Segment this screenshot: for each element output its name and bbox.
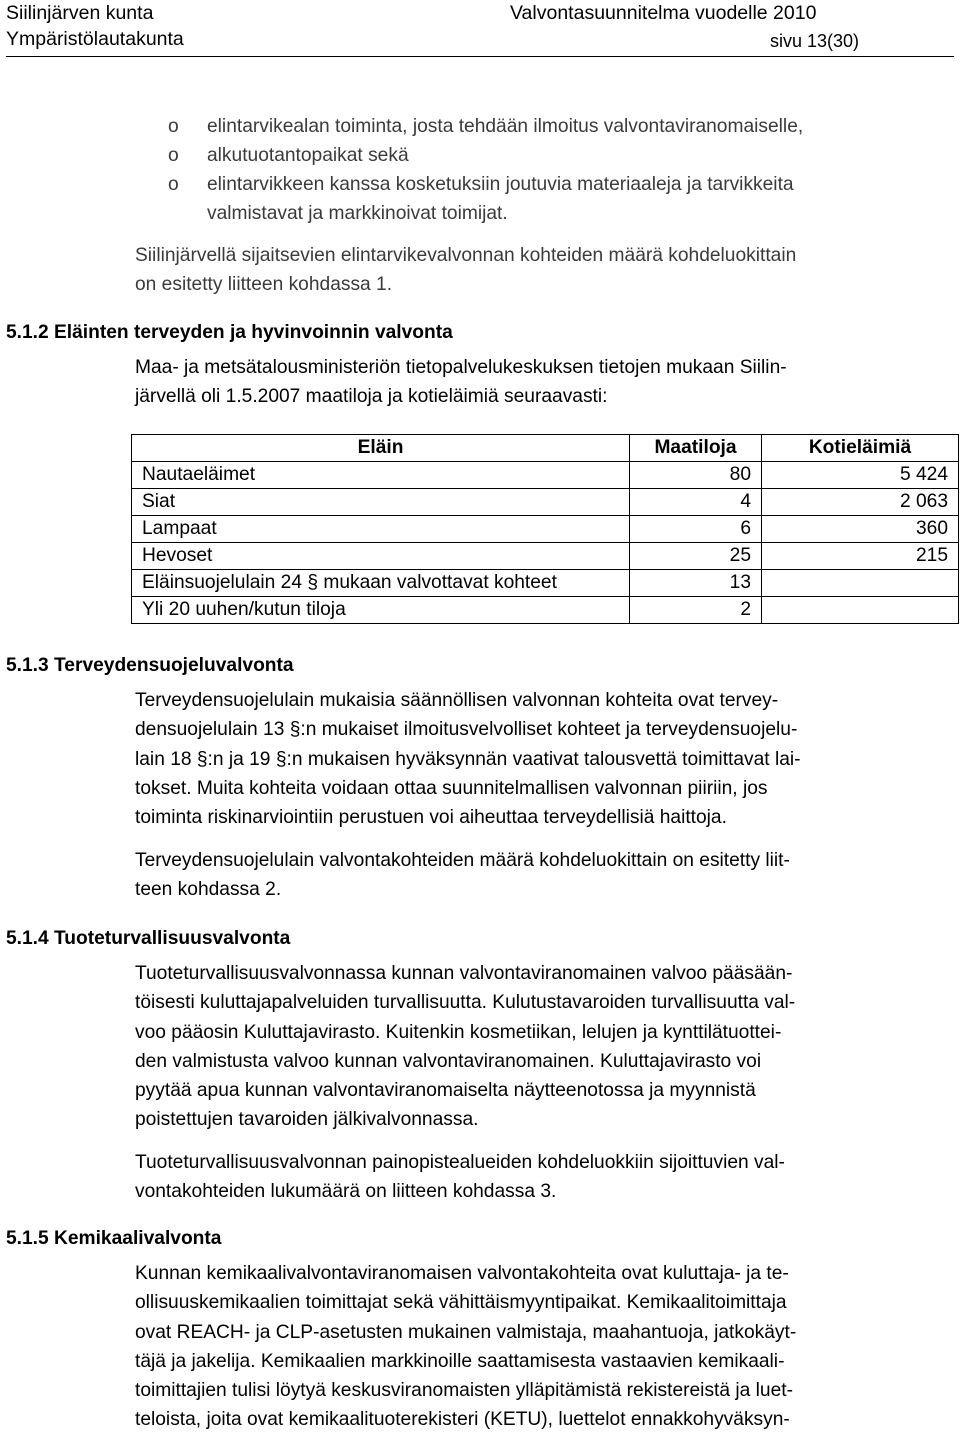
paragraph-line: Maa- ja metsätalousministeriön tietopalvelukeskuksen tietojen mukaan Siilin- (135, 357, 787, 378)
list-item-text: elintarvikealan toiminta, josta tehdään ilmoitus valvontaviranomaiselle, (207, 116, 804, 137)
bullet-marker: o (168, 145, 179, 166)
intro-paragraph (135, 241, 950, 300)
cell-farms: 80 (630, 462, 762, 489)
list-item-text: valmistavat ja markkinoivat toimijat. (207, 203, 508, 224)
table-row (132, 462, 959, 489)
section-heading-513: 5.1.3 Terveydensuojeluvalvonta (6, 655, 294, 676)
paragraph-line: teen kohdassa 2. (135, 879, 282, 901)
section-513-paragraph-1 (135, 686, 950, 832)
table-row (132, 570, 959, 597)
section-514-paragraph-2 (135, 1148, 950, 1207)
paragraph-line: Tuoteturvallisuusvalvonnan painopistealueiden kohdeluokkiin sijoittuvien val- (135, 1152, 785, 1173)
paragraph-line: pyytää apua kunnan valvontaviranomaiselta näytteenotossa ja myynnistä (135, 1080, 756, 1102)
cell-animal: Eläinsuojelulain 24 § mukaan valvottavat kohteet (132, 570, 630, 597)
cell-animal: Lampaat (132, 516, 630, 543)
paragraph-line: teloista, joita ovat kemikaalituoterekisteri (KETU), luettelot ennakkohyväksyn- (135, 1409, 790, 1431)
column-header-animals: Kotieläimiä (762, 435, 959, 462)
cell-animal: Hevoset (132, 543, 630, 570)
header-divider (6, 56, 954, 57)
paragraph-line: lain 18 §:n ja 19 §:n mukaisen hyväksynnän vaativat talousvettä toimittavat lai- (135, 748, 801, 770)
paragraph-line: töisesti kuluttajapalveluiden turvallisuutta. Kulutustavaroiden turvallisuutta val- (135, 992, 796, 1014)
cell-animals (762, 570, 959, 597)
header-municipality: Siilinjärven kunta (6, 2, 154, 24)
section-514-paragraph-1 (135, 959, 950, 1135)
paragraph-line: tokset. Muita kohteita voidaan ottaa suunnitelmallisen valvonnan piiriin, jos (135, 777, 768, 799)
cell-animals: 2 063 (762, 489, 959, 516)
column-header-farms: Maatiloja (630, 435, 762, 462)
cell-farms: 6 (630, 516, 762, 543)
bullet-marker: o (168, 116, 179, 137)
column-header-animal: Eläin (132, 435, 630, 462)
paragraph-line: täjä ja jakelija. Kemikaalien markkinoille saattamisesta vastaavien kemikaali- (135, 1350, 785, 1372)
cell-animals: 215 (762, 543, 959, 570)
paragraph-line: vontakohteiden lukumäärä on liitteen kohdassa 3. (135, 1181, 557, 1203)
header-page-number: sivu 13(30) (770, 31, 860, 51)
header-board: Ympäristölautakunta (6, 28, 184, 50)
cell-farms: 25 (630, 543, 762, 570)
list-item-text: elintarvikkeen kanssa kosketuksiin joutuvia materiaaleja ja tarvikkeita (207, 174, 794, 195)
bullet-marker: o (168, 174, 179, 195)
paragraph-line: Siilinjärvellä sijaitsevien elintarvikevalvonnan kohteiden määrä kohdeluokittain (135, 245, 797, 266)
cell-animal: Siat (132, 489, 630, 516)
list-item-text: alkutuotantopaikat sekä (207, 145, 409, 166)
section-heading-514: 5.1.4 Tuoteturvallisuusvalvonta (6, 928, 291, 949)
table-row (132, 516, 959, 543)
cell-animals: 5 424 (762, 462, 959, 489)
section-515-paragraph-1 (135, 1259, 950, 1435)
paragraph-line: toimittajien tulisi löytyä keskusviranomaisten ylläpitämistä rekistereistä ja luet- (135, 1380, 793, 1402)
section-512-paragraph (135, 353, 950, 412)
paragraph-line: Terveydensuojelulain mukaisia säännöllisen valvonnan kohteita ovat tervey- (135, 690, 779, 711)
cell-animals (762, 597, 959, 624)
section-heading-515: 5.1.5 Kemikaalivalvonta (6, 1228, 222, 1249)
cell-farms: 2 (630, 597, 762, 624)
paragraph-line: Kunnan kemikaalivalvontaviranomaisen valvontakohteita ovat kuluttaja- ja te- (135, 1263, 789, 1284)
paragraph-line: den valmistusta valvoo kunnan valvontaviranomainen. Kuluttajavirasto voi (135, 1050, 762, 1072)
section-513-paragraph-2 (135, 846, 950, 905)
cell-farms: 13 (630, 570, 762, 597)
paragraph-line: Terveydensuojelulain valvontakohteiden määrä kohdeluokittain on esitetty liit- (135, 850, 790, 871)
cell-animals: 360 (762, 516, 959, 543)
paragraph-line: voo pääosin Kuluttajavirasto. Kuitenkin kosmetiikan, lelujen ja kynttilätuottei- (135, 1021, 782, 1043)
cell-animal: Yli 20 uuhen/kutun tiloja (132, 597, 630, 624)
paragraph-line: ollisuuskemikaalien toimittajat sekä vähittäismyyntipaikat. Kemikaalitoimittaja (135, 1292, 787, 1314)
table-row (132, 543, 959, 570)
paragraph-line: poistettujen tavaroiden jälkivalvonnassa. (135, 1109, 479, 1131)
header-plan-title: Valvontasuunnitelma vuodelle 2010 (510, 2, 817, 24)
table-header-row (132, 435, 959, 462)
paragraph-line: ovat REACH- ja CLP-asetusten mukainen valmistaja, maahantuoja, jatkokäyt- (135, 1321, 797, 1343)
paragraph-line: Tuoteturvallisuusvalvonnassa kunnan valvontaviranomainen valvoo pääsään- (135, 963, 793, 984)
paragraph-line: densuojelulain 13 §:n mukaiset ilmoitusvelvolliset kohteet ja terveydensuojelu- (135, 719, 798, 741)
animal-table (131, 434, 959, 624)
cell-farms: 4 (630, 489, 762, 516)
table-row (132, 489, 959, 516)
paragraph-line: toiminta riskinarviointiin perustuen voi aiheuttaa terveydellisiä haittoja. (135, 807, 727, 829)
paragraph-line: on esitetty liitteen kohdassa 1. (135, 274, 393, 296)
table-row (132, 597, 959, 624)
cell-animal: Nautaeläimet (132, 462, 630, 489)
section-heading-512: 5.1.2 Eläinten terveyden ja hyvinvoinnin valvonta (6, 322, 453, 343)
paragraph-line: järvellä oli 1.5.2007 maatiloja ja kotieläimiä seuraavasti: (135, 386, 608, 408)
